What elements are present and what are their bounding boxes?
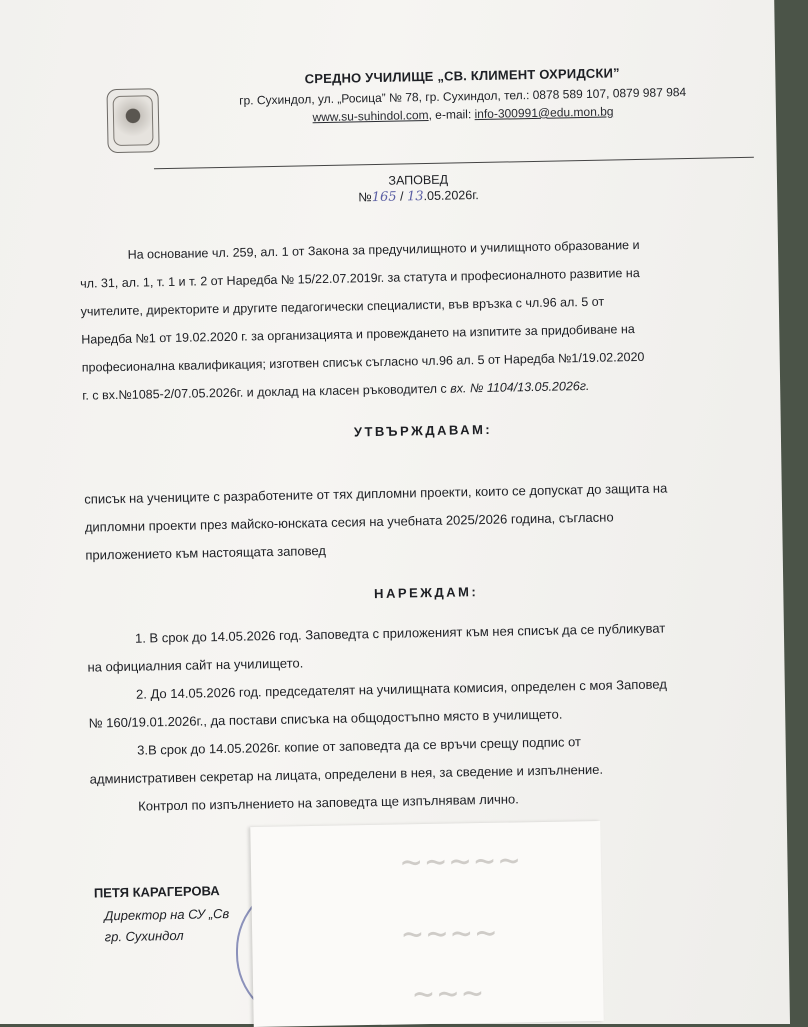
approve-line: списък на учениците с разработените от тях дипломни проекти, които се допускат до защита на <box>84 480 668 507</box>
letterhead <box>182 63 743 127</box>
decree-item-1: 1. В срок до 14.05.2026 год. Заповедта с приложеният към нея списък да се публикуват <box>134 620 666 646</box>
preamble-ref: г. с вх.№1085-2/07.05.2026г. и доклад на класен ръководител с <box>82 381 451 403</box>
decree-item-3-cont: административен секретар на лицата, определени в нея, за сведение и изпълнение. <box>89 761 604 787</box>
school-logo <box>106 88 159 153</box>
preamble-line: учителите, директорите и другите педагогически специалисти, във връзка с чл.96 ал. 5 от <box>80 294 605 319</box>
director-position: Директор на СУ „Св <box>104 905 230 924</box>
control-clause: Контрол по изпълнението на заповедта ще изпълнявам лично. <box>138 791 519 814</box>
director-city: гр. Сухиндол <box>104 927 184 945</box>
order-date: .05.2026г. <box>423 188 479 204</box>
preamble-line: чл. 31, ал. 1, т. 1 и т. 2 от Наредба № 15/22.07.2019г. за статута и професионалното развитие на <box>80 265 640 291</box>
preamble-line: Наредба №1 от 19.02.2020 г. за организацията и провеждането на изпитите за придобиване на <box>81 322 635 347</box>
approve-heading: УТВЪРЖДАВАМ: <box>353 421 493 440</box>
email-link[interactable]: info-300991@edu.mon.bg <box>474 104 614 122</box>
decree-item-3: 3.В срок до 14.05.2026г. копие от заповедта да се връчи срещу подпис от <box>137 734 582 758</box>
handwritten-day: 13 <box>406 189 424 205</box>
director-name: ПЕТЯ КАРАГЕРОВА <box>93 883 220 901</box>
approve-text <box>84 473 761 570</box>
number-separator: / <box>399 189 404 204</box>
school-name: СРЕДНО УЧИЛИЩЕ „СВ. КЛИМЕНТ ОХРИДСКИ” <box>304 65 620 87</box>
approve-line: приложението към настоящата заповед <box>85 543 327 563</box>
decree-list <box>87 613 771 822</box>
website-link[interactable]: www.su-suhindol.com <box>312 107 429 125</box>
handwritten-number: 165 <box>371 189 397 206</box>
preamble-report-ref: вх. № 1104/13.05.2026г. <box>450 378 590 396</box>
preamble-line: На основание чл. 259, ал. 1 от Закона за предучилищното и училищното образование и <box>127 237 640 262</box>
email-label: , e-mail: <box>428 107 475 122</box>
decree-item-2: 2. До 14.05.2026 год. председателят на училищната комисия, определен с моя Заповед <box>135 676 667 702</box>
preamble <box>79 229 742 410</box>
privacy-paper-overlay: ~~~~~ ~~~~ ~~~ <box>250 821 603 1027</box>
decree-item-1-cont: на официалния сайт на училището. <box>87 655 304 675</box>
signature-block <box>94 883 230 945</box>
approve-line: дипломни проекти през майско-юнската сесия на учебната 2025/2026 година, съгласно <box>84 509 614 535</box>
decree-item-2-cont: № 160/19.01.2026г., да постави списъка на общодостъпно място в училището. <box>88 706 563 731</box>
school-address: гр. Сухиндол, ул. „Росица” № 78, гр. Сухиндол, тел.: 0878 589 107, 0879 987 984 <box>239 85 687 108</box>
decree-heading: НАРЕЖДАМ: <box>373 584 479 602</box>
order-title: ЗАПОВЕД <box>388 172 449 188</box>
number-prefix: № <box>358 190 372 205</box>
preamble-line: професионална квалификация; изготвен списък съгласно чл.96 ал. 5 от Наредба №1/19.02.2020 <box>81 349 645 375</box>
